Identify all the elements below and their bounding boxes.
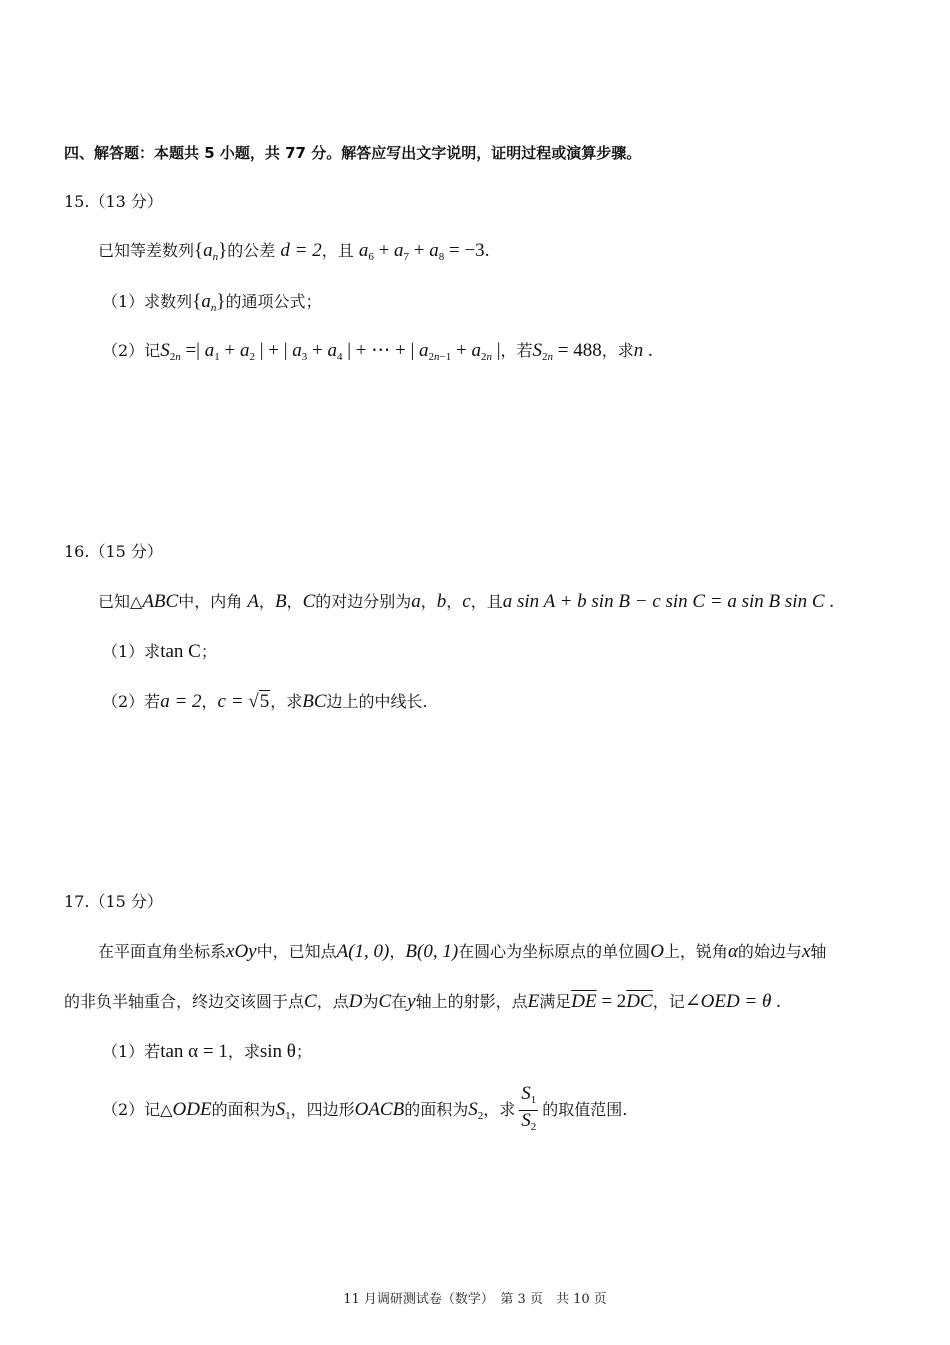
q16-sep: ， xyxy=(420,592,437,611)
q16-stem xyxy=(98,592,834,612)
q17-point-a: A(1, 0) xyxy=(336,941,390,962)
q16-sep: ， xyxy=(446,592,463,611)
q17-dot: . xyxy=(771,991,781,1012)
q17-text: ，点 xyxy=(316,992,349,1011)
q15-part2-value: = 488 xyxy=(553,340,602,361)
q16-angle-b: B xyxy=(274,591,287,612)
q16-sep: ， xyxy=(286,592,303,611)
q17-vector-eq: = 2 xyxy=(596,991,627,1012)
q17-text: 为 xyxy=(362,992,379,1011)
q16-angle-c: C xyxy=(302,591,316,612)
q17-part1-text: （1）若 xyxy=(102,1042,161,1061)
q17-fraction-num-sub: 1 xyxy=(530,1094,537,1106)
q16-part1-text: ； xyxy=(200,642,217,661)
q17-part2-s1-sub: 1 xyxy=(285,1110,291,1122)
q17-part2 xyxy=(102,1084,627,1137)
q15-part1-text: （1）求数列 xyxy=(102,292,193,311)
q17-fraction-num: S xyxy=(521,1083,531,1104)
q17-text: 中，已知点 xyxy=(256,942,337,961)
q17-part2-text: 的面积为 xyxy=(404,1100,469,1119)
q16-part2-bc: BC xyxy=(302,691,327,712)
q17-angle-oed: ∠OED = θ xyxy=(684,991,772,1012)
q16-part2-text: ，求 xyxy=(270,692,303,711)
q16-stem-text: ，且 xyxy=(470,592,503,611)
q16-stem-eq: a sin A + b sin B − c sin C = a sin B sin C xyxy=(502,591,825,612)
q15-part2-n: n xyxy=(633,340,644,361)
q17-text: 满足 xyxy=(539,992,572,1011)
q16-stem-text: 的对边分别为 xyxy=(315,592,412,611)
q15-stem-text: ，且 xyxy=(321,241,354,260)
q16-sep: ， xyxy=(201,692,218,711)
q17-y-axis: y xyxy=(407,991,416,1012)
q16-label: 16.（15 分） xyxy=(64,542,163,561)
q17-text: 上，锐角 xyxy=(663,942,728,961)
q17-text: 的始边与 xyxy=(737,942,802,961)
q15-part2-text: ，求 xyxy=(601,341,634,360)
q17-part1-sin: sin θ xyxy=(259,1041,296,1062)
q15-part1-text: 的通项公式； xyxy=(225,292,322,311)
q17-point-c: C xyxy=(304,991,317,1012)
q17-part1-text: ，求 xyxy=(227,1042,260,1061)
q15-d-value: d = 2 xyxy=(280,240,322,261)
q16-stem-text: 已知△ xyxy=(98,592,143,611)
q16-part1 xyxy=(102,642,217,662)
q15-stem-text: 的公差 xyxy=(227,241,276,260)
q15-stem-eq: = −3 xyxy=(444,240,485,261)
q16-part2-text: 边上的中线长. xyxy=(326,692,428,711)
q16-part1-text: （1）求 xyxy=(102,642,161,661)
page-footer: 11 月调研测试卷（数学） 第 3 页 共 10 页 xyxy=(343,1292,607,1307)
q17-point-e: E xyxy=(527,991,540,1012)
q17-part2-s1: S xyxy=(275,1099,286,1120)
q17-vector-dc: $\overline{DC}$ xyxy=(626,991,653,1012)
q17-label: 17.（15 分） xyxy=(64,892,163,911)
q17-text: 轴上的射影，点 xyxy=(415,992,528,1011)
q17-part2-text: 的取值范围. xyxy=(542,1100,628,1119)
q17-point-d: D xyxy=(348,991,363,1012)
q17-part1-eq: tan α = 1 xyxy=(160,1041,228,1062)
q17-fraction-den: S xyxy=(521,1110,531,1131)
q15-part2-text: （2）记 xyxy=(102,341,161,360)
q16-part2-text: （2）若 xyxy=(102,692,161,711)
q16-stem-text: 中，内角 xyxy=(178,592,243,611)
q17-text: ，记 xyxy=(652,992,685,1011)
q16-dot: . xyxy=(824,591,834,612)
q15-stem-text: 已知等差数列 xyxy=(98,241,195,260)
q17-part2-text: ，求 xyxy=(483,1100,516,1119)
q16-angle-a: A xyxy=(247,591,259,612)
q17-part2-text: 的面积为 xyxy=(211,1100,276,1119)
q15-stem: 已知等差数列$\{a_n\}$的公差 d = 2，且 $a_6 + a_7 + a_8 = -3$. xyxy=(98,240,490,263)
q15-label: 15.（13 分） xyxy=(64,192,163,211)
q17-part2-s2-sub: 2 xyxy=(477,1110,484,1122)
q17-circle-o: O xyxy=(650,941,664,962)
q17-line2 xyxy=(64,992,781,1012)
q15-part1: （1）求数列$\{a_n\}$的通项公式； xyxy=(102,291,322,314)
q17-coord-system: xOy xyxy=(226,941,257,962)
q17-part2-s2: S xyxy=(468,1099,478,1120)
q15-part2-text: ，若 xyxy=(500,341,533,360)
q17-x-axis: x xyxy=(801,941,811,962)
q17-text: ， xyxy=(389,942,406,961)
q16-side-b: b xyxy=(436,591,447,612)
q17-part2-oacb: OACB xyxy=(354,1099,405,1120)
q17-text: 在 xyxy=(391,992,408,1011)
q17-part2-fraction xyxy=(519,1084,538,1137)
q17-line1 xyxy=(98,942,826,962)
q17-text: 的非负半轴重合，终边交该圆于点 xyxy=(64,992,305,1011)
q17-part2-ode: ODE xyxy=(172,1099,212,1120)
q17-part1-text: ； xyxy=(295,1042,312,1061)
q17-point-c: C xyxy=(378,991,392,1012)
q16-part2-a: a = 2 xyxy=(160,691,202,712)
q16-side-a: a xyxy=(411,591,421,612)
section-header: 四、解答题：本题共 5 小题，共 77 分。解答应写出文字说明，证明过程或演算步骤。 xyxy=(64,144,642,162)
q17-part2-text: ，四边形 xyxy=(290,1100,355,1119)
q17-text: 轴 xyxy=(810,942,827,961)
q17-part1 xyxy=(102,1042,312,1062)
q16-part2-c: c = xyxy=(217,691,249,712)
q17-fraction-den-sub: 2 xyxy=(530,1121,537,1133)
q17-alpha: α xyxy=(727,941,738,962)
q15-part2: （2）记$S_{2n}$ =| $a_1 + a_2$ | + | $a_3 + a_4$ | + ⋯ + | $a_{2n-1} + a_{2n}$ |，若$S_{2n} = 488$，求n . xyxy=(102,340,653,363)
q17-vector-de: $\overline{DE}$ xyxy=(571,991,597,1012)
q16-sep: ， xyxy=(258,592,275,611)
q17-part2-text: （2）记△ xyxy=(102,1100,173,1119)
q15-part2-dot: . xyxy=(643,340,653,361)
q17-text: 在圆心为坐标原点的单位圆 xyxy=(458,942,651,961)
q16-part2: （2）若a = 2，c = √5，求BC边上的中线长. xyxy=(102,691,428,712)
q17-point-b: B(0, 1) xyxy=(405,941,459,962)
q16-triangle: ABC xyxy=(142,591,179,612)
q16-side-c: c xyxy=(462,591,471,612)
q17-text: 在平面直角坐标系 xyxy=(98,942,227,961)
q16-part1-tan: tan C xyxy=(160,641,201,662)
q16-part2-sqrt: 5 xyxy=(259,691,270,712)
